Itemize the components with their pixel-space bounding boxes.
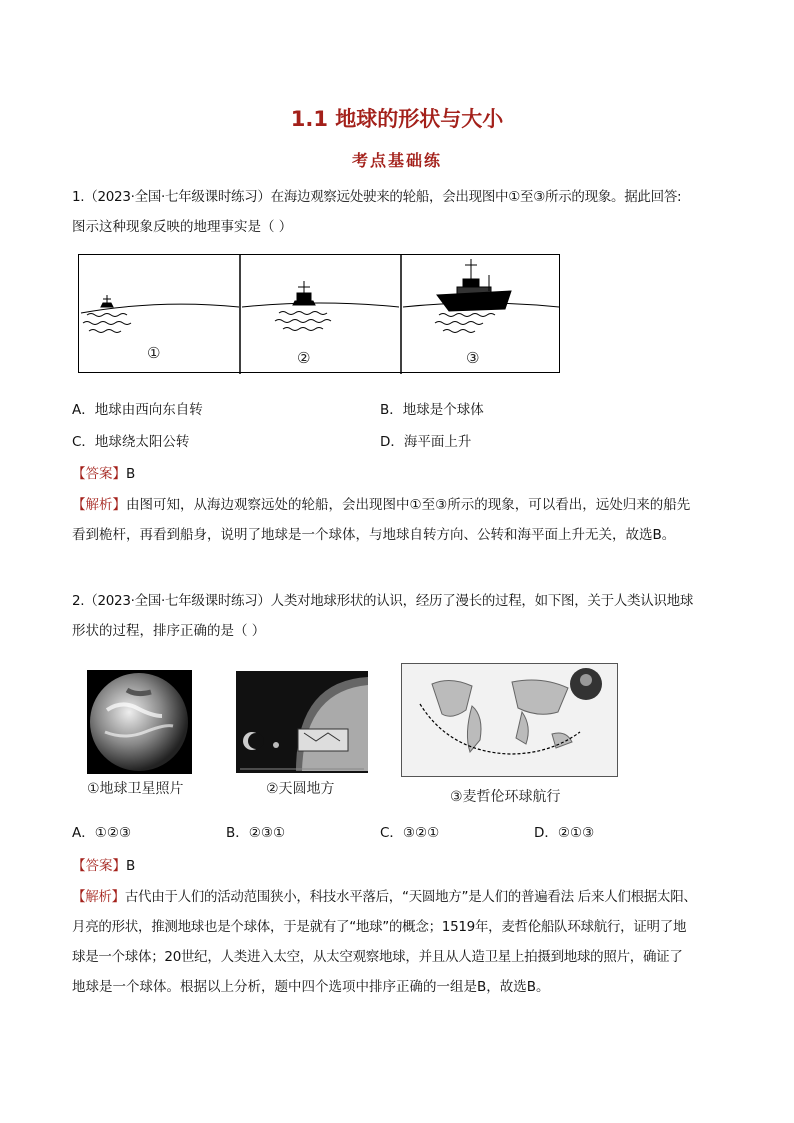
q2-analysis-line4: 地球是一个球体。根据以上分析，题中四个选项中排序正确的一组是B，故选B。	[72, 979, 550, 995]
q2-stem	[72, 586, 732, 646]
horizon-curve	[242, 303, 399, 307]
wave-icon	[275, 312, 331, 331]
page-title: 1.1 地球的形状与大小	[290, 107, 504, 131]
ship-full-icon	[437, 259, 511, 311]
q2-option-b: B．②③①	[226, 825, 286, 841]
magellan-route-map	[401, 663, 618, 777]
earth-globe-icon	[87, 670, 192, 774]
q2-stem-line1: 2.（2023·全国·七年级课时练习）人类对地球形状的认识，经历了漫长的过程，如下图，关于人类认识地球	[72, 593, 694, 609]
q1-option-c: C．地球绕太阳公转	[72, 434, 190, 450]
round-sky-square-earth-picture	[236, 671, 368, 773]
q1-analysis-line1: 由图可知，从海边观察远处的轮船，会出现图中①至③所示的现象，可以看出，远处归来的船先	[126, 497, 691, 513]
caption-magellan: ③麦哲伦环球航行	[450, 789, 561, 805]
q1-option-b: B．地球是个球体	[380, 402, 484, 418]
answer-tag: 【答案】	[72, 858, 126, 874]
q1-stem	[72, 182, 732, 242]
caption-round-sky: ②天圆地方	[266, 781, 335, 797]
panel-label-1: ①	[147, 344, 161, 362]
analysis-tag: 【解析】	[72, 889, 125, 905]
ship-mast-icon	[101, 295, 113, 307]
answer-value: B	[126, 466, 136, 482]
q1-analysis	[72, 490, 732, 550]
q1-option-d: D．海平面上升	[380, 434, 472, 450]
sky-dome-icon	[236, 671, 368, 773]
q1-analysis-line2: 看到桅杆，再看到船身，说明了地球是一个球体，与地球自转方向、公转和海平面上升无关，故选B。	[72, 527, 676, 543]
q1-option-a: A．地球由西向东自转	[72, 402, 203, 418]
q2-stem-line2: 形状的过程，排序正确的是（ ）	[72, 623, 266, 639]
panel-label-2: ②	[297, 349, 311, 367]
q1-stem-line2: 图示这种现象反映的地理事实是（ ）	[72, 219, 293, 235]
earth-satellite-photo	[87, 670, 192, 774]
wave-icon	[435, 314, 495, 333]
q2-option-d: D．②①③	[534, 825, 595, 841]
q2-analysis-line1: 古代由于人们的活动范围狭小，科技水平落后，“天圆地方”是人们的普遍看法 后来人们根据太阳、	[124, 889, 697, 905]
section-subtitle: 考点基础练	[351, 151, 442, 170]
q2-answer	[72, 854, 135, 874]
world-map-icon	[402, 664, 617, 776]
q2-option-c: C．③②①	[380, 825, 440, 841]
caption-earth-photo: ①地球卫星照片	[87, 781, 184, 797]
q1-answer	[72, 462, 135, 482]
q2-analysis-line3: 球是一个球体；20世纪，人类进入太空，从太空观察地球，并且从人造卫星上拍摄到地球的照片，确证了	[72, 949, 683, 965]
wave-icon	[83, 314, 131, 333]
answer-value: B	[126, 858, 136, 874]
answer-tag: 【答案】	[72, 466, 126, 482]
q2-analysis	[72, 882, 732, 1002]
ship-upper-icon	[293, 281, 315, 305]
q2-analysis-line2: 月亮的形状，推测地球也是个球体，于是就有了“地球”的概念；1519年，麦哲伦船队环球航行，证明了地	[72, 919, 687, 935]
q2-option-a: A．①②③	[72, 825, 132, 841]
ship-figure	[78, 254, 560, 373]
panel-label-3: ③	[466, 349, 480, 367]
q1-stem-line1: 1.（2023·全国·七年级课时练习）在海边观察远处驶来的轮船，会出现图中①至③所示的现象。据此回答:	[72, 189, 682, 205]
analysis-tag: 【解析】	[72, 497, 126, 513]
